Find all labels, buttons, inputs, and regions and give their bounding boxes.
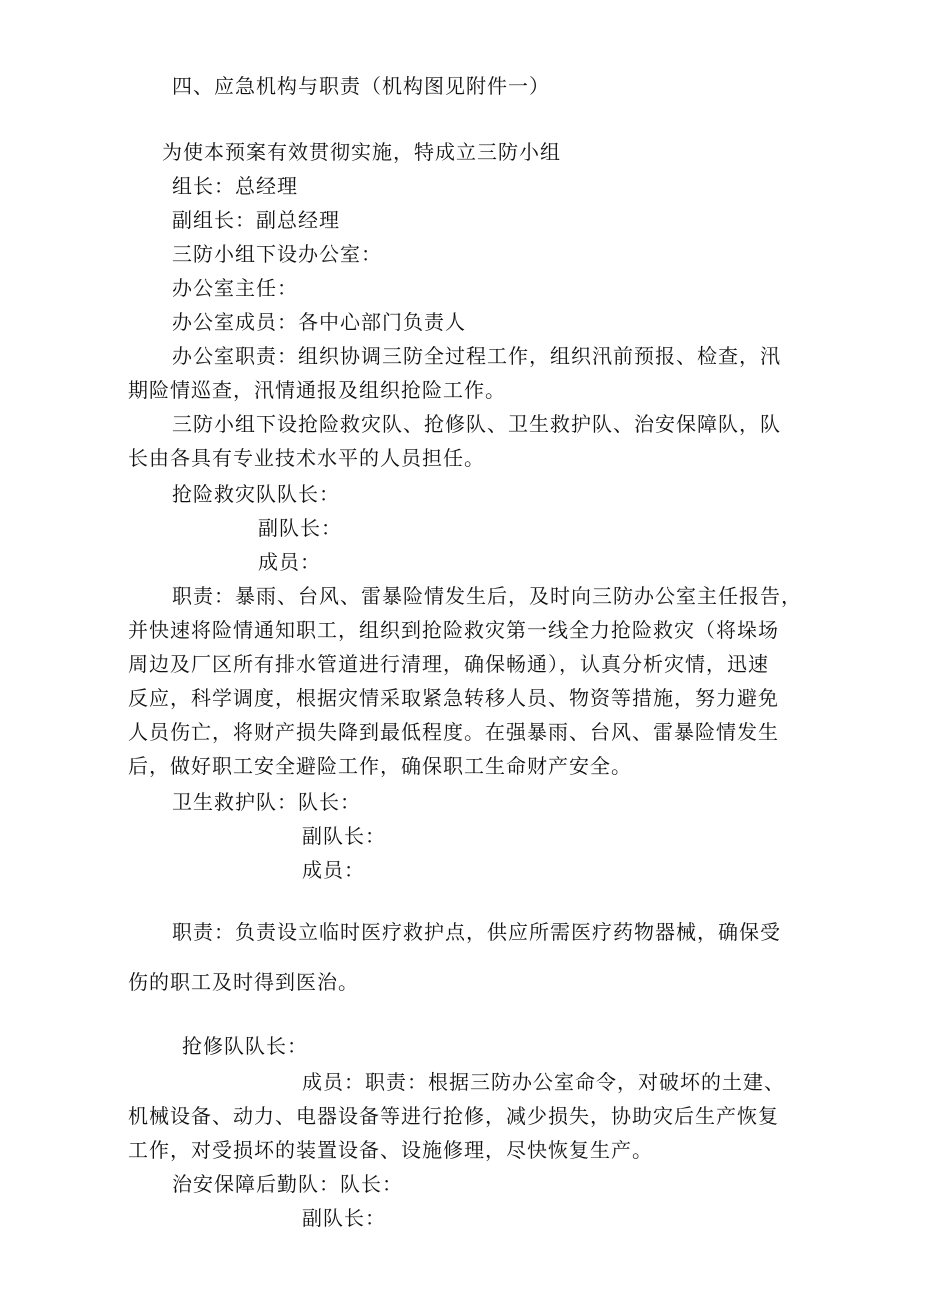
leader-line: 组长：总经理: [172, 174, 298, 198]
medical-duty-line: 伤的职工及时得到医治。: [128, 970, 359, 994]
rescue-duty-line: 反应，科学调度，根据灾情采取紧急转移人员、物资等措施，努力避免: [128, 686, 779, 710]
rescue-vice-line: 副队长：: [258, 516, 342, 540]
rescue-duty-line: 周边及厂区所有排水管道进行清理，确保畅通），认真分析灾情，迅速: [128, 652, 769, 676]
intro-line: 为使本预案有效贯彻实施，特成立三防小组: [162, 140, 561, 164]
office-duty-line: 办公室职责：组织协调三防全过程工作，组织汛前预报、检查，汛: [172, 344, 781, 368]
rescue-duty-line: 并快速将险情通知职工，组织到抢险救灾第一线全力抢险救灾（将垛场: [128, 618, 779, 642]
office-setup-line: 三防小组下设办公室：: [172, 242, 382, 266]
section-title: 四、应急机构与职责（机构图见附件一）: [172, 74, 550, 98]
office-duty-line: 期险情巡查，汛情通报及组织抢险工作。: [128, 378, 506, 402]
teams-line: 三防小组下设抢险救灾队、抢修队、卫生救护队、治安保障队，队: [172, 412, 781, 436]
office-members-line: 办公室成员：各中心部门负责人: [172, 310, 466, 334]
rescue-members-line: 成员：: [258, 550, 321, 574]
repair-captain-line: 抢修队队长：: [182, 1034, 308, 1058]
rescue-duty-line: 职责：暴雨、台风、雷暴险情发生后，及时向三防办公室主任报告，: [172, 584, 802, 608]
rescue-captain-line: 抢险救灾队队长：: [172, 482, 340, 506]
medical-vice-line: 副队长：: [302, 824, 386, 848]
rescue-duty-line: 后，做好职工安全避险工作，确保职工生命财产安全。: [128, 754, 632, 778]
rescue-duty-line: 人员伤亡，将财产损失降到最低程度。在强暴雨、台风、雷暴险情发生: [128, 720, 779, 744]
repair-duty-line: 成员：职责：根据三防办公室命令，对破坏的土建、: [302, 1070, 785, 1094]
repair-duty-line: 工作，对受损坏的装置设备、设施修理，尽快恢复生产。: [128, 1138, 653, 1162]
medical-captain-line: 卫生救护队：队长：: [172, 790, 361, 814]
security-captain-line: 治安保障后勤队：队长：: [172, 1172, 403, 1196]
medical-duty-line: 职责：负责设立临时医疗救护点，供应所需医疗药物器械，确保受: [172, 920, 781, 944]
repair-duty-line: 机械设备、动力、电器设备等进行抢修，减少损失，协助灾后生产恢复: [128, 1104, 779, 1128]
office-director-line: 办公室主任：: [172, 276, 298, 300]
security-vice-line: 副队长：: [302, 1206, 386, 1230]
deputy-leader-line: 副组长：副总经理: [172, 208, 340, 232]
medical-members-line: 成员：: [302, 858, 365, 882]
teams-line: 长由各具有专业技术水平的人员担任。: [128, 446, 485, 470]
